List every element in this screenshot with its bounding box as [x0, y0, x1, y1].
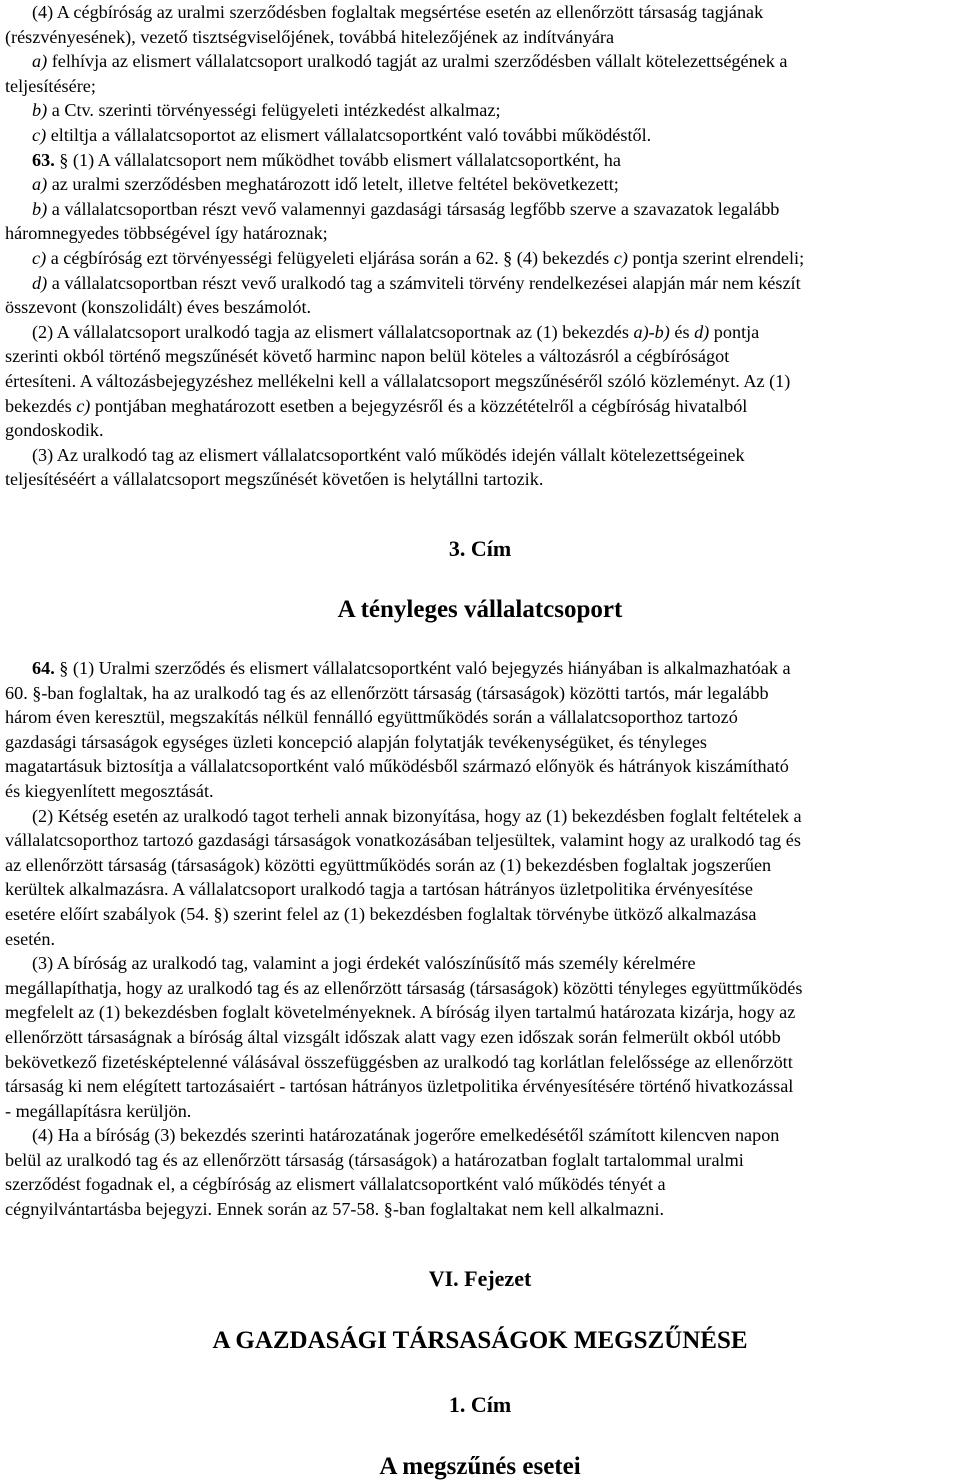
- text-line: [5, 951, 802, 976]
- text-segment: a Ctv. szerinti törvényességi felügyeleti intézkedést alkalmaz;: [47, 100, 501, 121]
- text-line: [5, 754, 802, 779]
- italic-marker: c): [76, 395, 91, 416]
- text-segment: bekövetkező fizetésképtelenné válásával összefüggésben az uralkodó tag korlátlan felelőssége az ellenőrzött: [5, 1051, 793, 1072]
- italic-marker: a): [32, 174, 48, 195]
- chapter-title: A GAZDASÁGI TÁRSASÁGOK MEGSZŰNÉSE: [212, 1327, 748, 1354]
- italic-marker: a): [32, 51, 48, 72]
- text-segment: és kiegyenlített megosztását.: [5, 780, 214, 801]
- text-line: [5, 418, 804, 443]
- text-line: [5, 1123, 802, 1148]
- text-segment: vállalatcsoporthoz tartozó gazdasági társaságok vonatkozásában teljesültek, valamint hogy az uralkodó tag és: [5, 830, 801, 851]
- text-segment: gazdasági társaságok egységes üzleti koncepció alapján folytatják tevékenységüket, és tényleges: [5, 731, 707, 752]
- italic-marker: b): [32, 198, 48, 219]
- text-segment: kerültek alkalmazásra. A vállalatcsoport uralkodó tagja a tartósan hátrányos üzletpolitika érvényesítése: [5, 879, 753, 900]
- text-segment: belül az uralkodó tag és az ellenőrzött társaság (társaságok) a határozatban foglalt tartalommal uralmi: [5, 1149, 744, 1170]
- text-line: [5, 148, 804, 173]
- text-line: [5, 369, 804, 394]
- text-segment: - megállapításra kerüljön.: [5, 1100, 192, 1121]
- text-line: [5, 49, 804, 74]
- text-segment: a cégbíróság ezt törvényességi felügyeleti eljárása során a 62. § (4) bekezdés: [46, 247, 614, 268]
- text-line: [5, 123, 804, 148]
- text-segment: teljesítéséért a vállalatcsoport megszűnését követően is helytállni tartozik.: [5, 469, 544, 490]
- text-line: [5, 1197, 802, 1222]
- italic-marker: a)-b): [633, 321, 670, 342]
- italic-marker: c): [613, 247, 628, 268]
- text-segment: megfelelt az (1) bekezdésben foglalt követelményeknek. A bíróság ilyen tartalmú határozata kizárja, hogy az: [5, 1002, 796, 1023]
- text-segment: összevont (konszolidált) éves beszámolót.: [5, 297, 312, 318]
- italic-marker: c): [32, 124, 47, 145]
- text-line: [5, 197, 804, 222]
- text-segment: gondoskodik.: [5, 420, 104, 441]
- text-line: [5, 1099, 802, 1124]
- text-line: [5, 172, 804, 197]
- text-segment: ellenőrzött társaságnak a bíróság által vizsgált időszak alatt vagy ezen időszak során felmerült okból utóbb: [5, 1026, 781, 1047]
- text-line: [5, 271, 804, 296]
- text-segment: értesíteni. A változásbejegyzéshez mellékelni kell a vállalatcsoport megszűnéséről szóló közleményt. Az (1): [5, 370, 791, 391]
- text-line: [5, 246, 804, 271]
- text-line: [5, 394, 804, 419]
- italic-marker: b): [32, 100, 48, 121]
- text-segment: (4) A cégbíróság az uralmi szerződésben foglaltak megsértése esetén az ellenőrzött társaság tagjának: [32, 2, 764, 22]
- text-segment: cégnyilvántartásba bejegyzi. Ennek során az 57-58. §-ban foglaltakat nem kell alkalmazni.: [5, 1199, 665, 1220]
- text-segment: esetére előírt szabályok (54. §) szerint felel az (1) bekezdésben foglaltak törvénybe ütköző alkalmazása: [5, 903, 757, 924]
- text-line: [5, 295, 804, 320]
- text-segment: szerződést fogadnak el, a cégbíróság az elismert vállalatcsoportként való működés tényét a: [5, 1174, 666, 1195]
- text-segment: (3) A bíróság az uralkodó tag, valamint a jogi érdekét valószínűsítő más személy kérelmére: [32, 953, 696, 974]
- text-segment: felhívja az elismert vállalatcsoport uralkodó tagját az uralmi szerződésben vállalt kötelezettségének a: [47, 51, 788, 72]
- text-segment: esetén.: [5, 928, 55, 949]
- text-line: [5, 1025, 802, 1050]
- text-line: [5, 656, 802, 681]
- text-segment: 60. §-ban foglaltak, ha az uralkodó tag és az ellenőrzött társaság (társaságok) közötti tartós, már legalább: [5, 682, 769, 703]
- text-segment: (részvényesének), vezető tisztségviselőjének, továbbá hitelezőjének az indítványára: [5, 26, 615, 47]
- text-segment: szerinti okból történő megszűnését követő harminc napon belül köteles a változásról a cégbíróságot: [5, 346, 730, 367]
- text-line: [5, 74, 804, 99]
- text-segment: a vállalatcsoportban részt vevő valamennyi gazdasági társaság legfőbb szerve a szavazatok legalább: [47, 198, 780, 219]
- text-segment: § (1) Uralmi szerződés és elismert vállalatcsoportként való bejegyzés hiányában is alkalmazhatóak a: [54, 658, 791, 678]
- text-segment: bekezdés: [5, 395, 77, 416]
- text-line: [5, 976, 802, 1001]
- text-segment: (2) Kétség esetén az uralkodó tagot terheli annak bizonyítása, hogy az (1) bekezdésben foglalt feltételek a: [32, 805, 802, 826]
- text-line: [5, 221, 804, 246]
- text-line: [5, 98, 804, 123]
- text-line: [5, 705, 802, 730]
- text-line: [5, 828, 802, 853]
- text-line: [5, 681, 802, 706]
- text-line: [5, 730, 802, 755]
- text-line: [5, 804, 802, 829]
- text-line: [5, 1050, 802, 1075]
- section-heading-cim1: 1. Cím: [448, 1392, 512, 1417]
- text-segment: az uralmi szerződésben meghatározott idő letelt, illetve feltétel bekövetkezett;: [47, 174, 619, 195]
- text-segment: (3) Az uralkodó tag az elismert vállalatcsoportként való működés idején vállalt kötelezettségeinek: [32, 444, 745, 465]
- text-line: [5, 927, 802, 952]
- text-line: [5, 779, 802, 804]
- text-line: [5, 0, 804, 25]
- text-segment: három éven keresztül, megszakítás nélkül fennálló együttműködés során a vállalatcsoporthoz tartozó: [5, 707, 738, 728]
- text-segment: (4) Ha a bíróság (3) bekezdés szerinti határozatának jogerőre emelkedésétől számított kilencven napon: [32, 1125, 780, 1146]
- section-heading-cim3: 3. Cím: [448, 536, 512, 561]
- text-block-64: [5, 656, 802, 1222]
- text-line: [5, 902, 802, 927]
- text-segment: teljesítésére;: [5, 75, 96, 96]
- text-line: [5, 344, 804, 369]
- italic-marker: d): [694, 321, 710, 342]
- section-number: 63.: [32, 149, 55, 170]
- text-segment: pontja: [709, 321, 760, 342]
- text-segment: az ellenőrzött társaság (társaságok) közötti együttműködés során az (1) bekezdésben foglaltak jogszerűen: [5, 854, 772, 875]
- text-segment: pontja szerint elrendeli;: [627, 247, 805, 268]
- text-line: [5, 320, 804, 345]
- text-segment: háromnegyedes többségével így határoznak;: [5, 223, 328, 244]
- text-line: [5, 1148, 802, 1173]
- text-line: [5, 1172, 802, 1197]
- chapter-heading: VI. Fejezet: [428, 1266, 532, 1291]
- text-block-62-63: [5, 0, 804, 492]
- text-segment: és: [669, 321, 695, 342]
- text-line: [5, 853, 802, 878]
- text-segment: eltiltja a vállalatcsoportot az elismert vállalatcsoportként való további működéstől.: [46, 124, 652, 145]
- section-title-tenyleges: A tényleges vállalatcsoport: [337, 596, 623, 623]
- section-number: 64.: [32, 658, 55, 678]
- text-segment: pontjában meghatározott esetben a bejegyzésről és a közzétételről a cégbíróság hivatalból: [90, 395, 748, 416]
- text-line: [5, 1000, 802, 1025]
- text-line: [5, 25, 804, 50]
- text-segment: (2) A vállalatcsoport uralkodó tagja az elismert vállalatcsoportnak az (1) bekezdés: [32, 321, 634, 342]
- text-segment: társaság ki nem elégített tartozásaiért - tartósan hátrányos üzletpolitika érvényesítésére történő hivatkozással: [5, 1076, 794, 1097]
- text-line: [5, 877, 802, 902]
- italic-marker: d): [32, 272, 48, 293]
- text-segment: a vállalatcsoportban részt vevő uralkodó tag a számviteli törvény rendelkezései alapján már nem készít: [47, 272, 801, 293]
- text-segment: magatartásuk biztosítja a vállalatcsoportként való működésből származó előnyök és hátrányok kiszámítható: [5, 756, 789, 777]
- italic-marker: c): [32, 247, 47, 268]
- text-line: [5, 467, 804, 492]
- section-title-esetei: A megszűnés esetei: [379, 1453, 581, 1480]
- text-segment: § (1) A vállalatcsoport nem működhet tovább elismert vállalatcsoportként, ha: [54, 149, 621, 170]
- text-line: [5, 1074, 802, 1099]
- text-line: [5, 443, 804, 468]
- text-segment: megállapíthatja, hogy az uralkodó tag és az ellenőrzött társaság (társaságok) közötti tényleges együttműködés: [5, 977, 803, 998]
